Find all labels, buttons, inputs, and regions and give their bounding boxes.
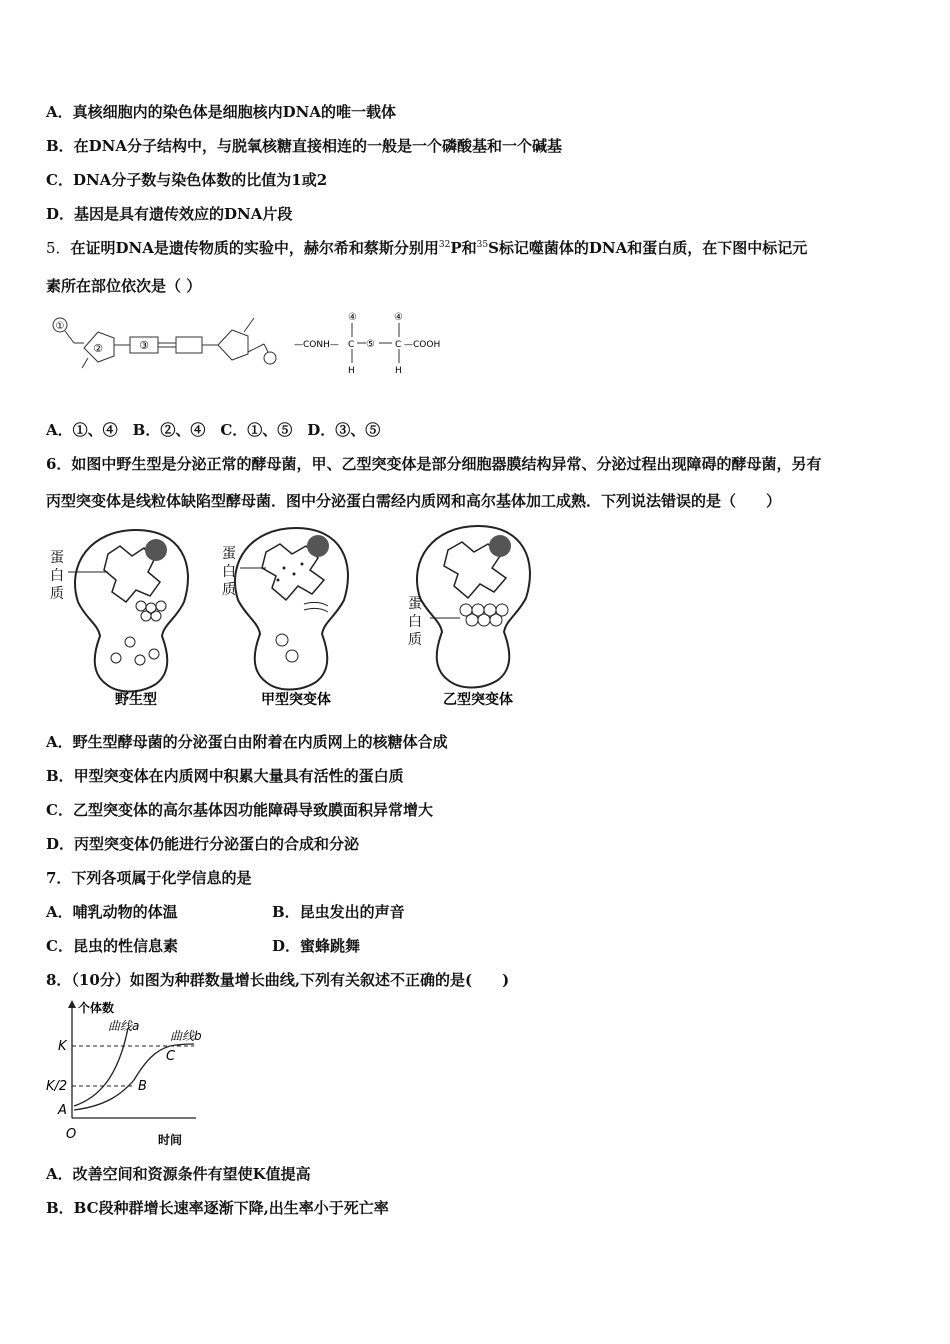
protein-label-2c: 质 bbox=[222, 582, 236, 598]
fig-label-5: ⑤ bbox=[366, 339, 375, 350]
population-growth-chart bbox=[46, 998, 226, 1150]
label-type-a: 甲型突变体 bbox=[261, 692, 331, 708]
chart-curve-a: 曲线a bbox=[108, 1019, 140, 1033]
q4-option-a: A．真核细胞内的染色体是细胞核内DNA的唯一载体 bbox=[46, 103, 396, 121]
q5-options: A．①、④ B．②、④ C．①、⑤ D．③、⑤ bbox=[46, 421, 381, 439]
q4-option-c: C．DNA分子数与染色体数的比值为1或2 bbox=[46, 171, 328, 189]
fig-cooh: —COOH bbox=[404, 340, 441, 350]
q5-stem-line2: 素所在部位依次是（ ） bbox=[46, 277, 202, 295]
protein-label-2b: 白 bbox=[222, 564, 236, 580]
yeast-cells-figure bbox=[46, 524, 556, 710]
q5-stem-part1: 在证明DNA是遗传物质的实验中，赫尔希和蔡斯分别用 bbox=[70, 239, 439, 257]
fig-label-2: ② bbox=[93, 342, 103, 355]
chart-x-axis: 时间 bbox=[158, 1133, 183, 1147]
label-wild-type: 野生型 bbox=[115, 692, 157, 708]
protein-label-1c: 质 bbox=[50, 586, 64, 602]
chart-y-axis: 个体数 bbox=[78, 1001, 115, 1015]
fig-h2: H bbox=[395, 366, 402, 376]
fig-label-4b: ④ bbox=[394, 312, 403, 323]
curve-a bbox=[74, 1028, 128, 1106]
q7-option-a: A．哺乳动物的体温 bbox=[46, 903, 178, 921]
q5-stem bbox=[46, 238, 807, 258]
chart-origin: O bbox=[66, 1127, 77, 1142]
fig-h1: H bbox=[348, 366, 355, 376]
q5-sup-p: 32 bbox=[438, 240, 451, 250]
fig-label-1: ① bbox=[55, 321, 65, 332]
q4-option-d: D．基因是具有遗传效应的DNA片段 bbox=[46, 205, 293, 223]
chart-k: K bbox=[58, 1039, 67, 1054]
q8-stem: 8．（10分）如图为种群数量增长曲线,下列有关叙述不正确的是( ) bbox=[46, 971, 510, 989]
fig-c1: C bbox=[348, 340, 355, 350]
type-a-mutant-cell bbox=[235, 528, 348, 690]
protein-label-1b: 白 bbox=[50, 568, 64, 584]
fig-c2: C bbox=[395, 340, 402, 350]
protein-label-1a: 蛋 bbox=[50, 550, 64, 566]
q6-option-a: A．野生型酵母菌的分泌蛋白由附着在内质网上的核糖体合成 bbox=[46, 733, 448, 751]
q8-option-a: A．改善空间和资源条件有望使K值提高 bbox=[46, 1165, 311, 1183]
q8-option-b: B．BC段种群增长速率逐渐下降,出生率小于死亡率 bbox=[46, 1199, 389, 1217]
label-type-b: 乙型突变体 bbox=[443, 692, 513, 708]
protein-label-3a: 蛋 bbox=[408, 596, 422, 612]
q7-stem: 7．下列各项属于化学信息的是 bbox=[46, 869, 252, 887]
fig-label-4a: ④ bbox=[348, 312, 357, 323]
q6-option-c: C．乙型突变体的高尔基体因功能障碍导致膜面积异常增大 bbox=[46, 801, 433, 819]
wild-type-cell bbox=[68, 530, 188, 692]
q7-option-d: D．蜜蜂跳舞 bbox=[272, 937, 361, 955]
type-b-mutant-cell bbox=[417, 526, 530, 688]
q5-sup-s: 35 bbox=[476, 240, 489, 250]
chart-point-c: C bbox=[166, 1049, 176, 1064]
q5-number: 5． bbox=[46, 239, 71, 257]
fig-conh: —CONH— bbox=[294, 340, 339, 350]
q5-p: P和 bbox=[450, 239, 477, 257]
q7-option-c: C．昆虫的性信息素 bbox=[46, 937, 178, 955]
curve-b bbox=[74, 1044, 194, 1110]
q6-stem-line1: 6．如图中野生型是分泌正常的酵母菌，甲、乙型突变体是部分细胞器膜结构异常、分泌过程出现障碍的酵母菌，另有 bbox=[46, 455, 822, 473]
chart-point-a: A bbox=[58, 1103, 67, 1118]
chart-curve-b: 曲线b bbox=[170, 1029, 202, 1043]
chart-k2: K/2 bbox=[46, 1079, 68, 1094]
chart-point-b: B bbox=[138, 1079, 147, 1094]
q6-option-b: B．甲型突变体在内质网中积累大量具有活性的蛋白质 bbox=[46, 767, 404, 785]
protein-label-3c: 质 bbox=[408, 632, 422, 648]
protein-label-2a: 蛋 bbox=[222, 546, 236, 562]
q6-option-d: D．丙型突变体仍能进行分泌蛋白的合成和分泌 bbox=[46, 835, 360, 853]
q5-stem-part2: S标记噬菌体的DNA和蛋白质，在下图中标记元 bbox=[488, 239, 808, 257]
q4-option-b: B．在DNA分子结构中，与脱氧核糖直接相连的一般是一个磷酸基和一个碱基 bbox=[46, 137, 563, 155]
fig-label-3: ③ bbox=[139, 339, 149, 352]
protein-label-3b: 白 bbox=[408, 614, 422, 630]
nucleotide-amino-acid-figure bbox=[46, 308, 466, 380]
q7-option-b: B．昆虫发出的声音 bbox=[272, 903, 405, 921]
q6-stem-line2: 丙型突变体是线粒体缺陷型酵母菌．图中分泌蛋白需经内质网和高尔基体加工成熟．下列说法错误的是（ ） bbox=[46, 492, 782, 510]
